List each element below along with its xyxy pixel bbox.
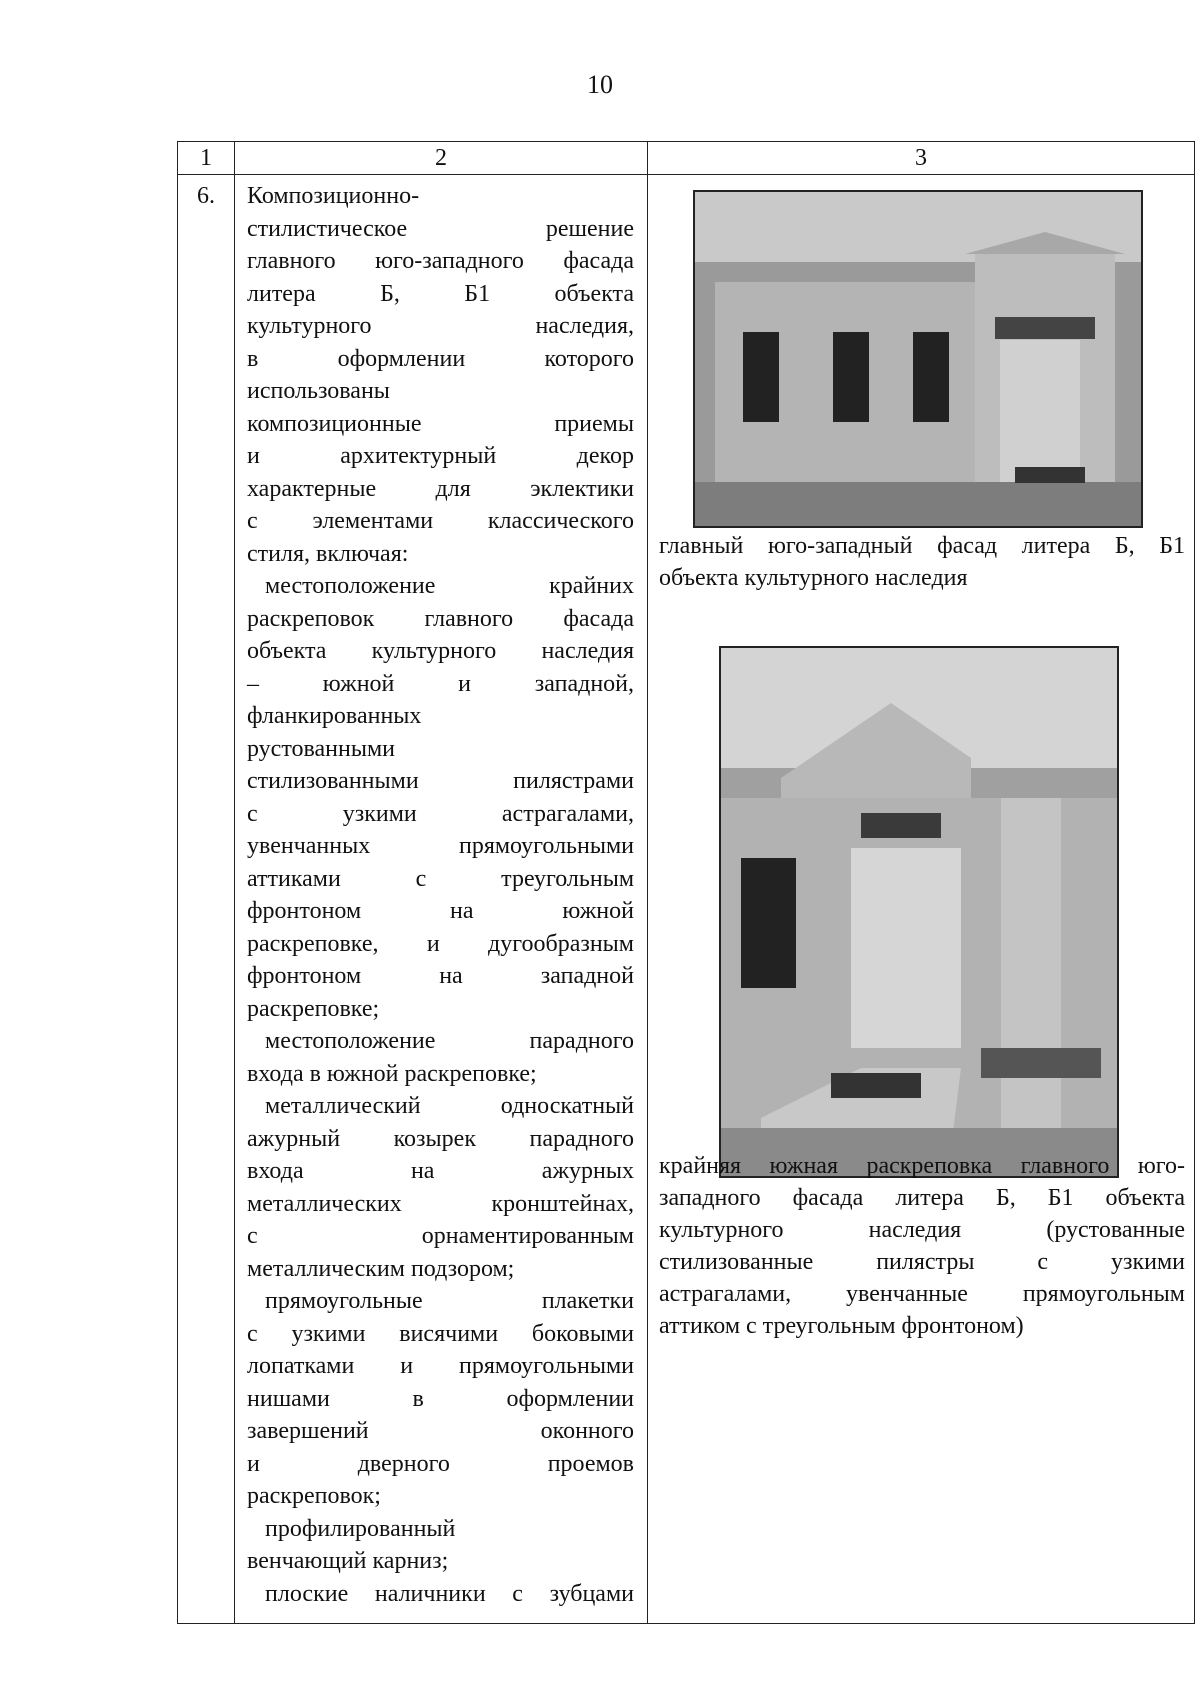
description-line: раскреповок; xyxy=(247,1483,381,1509)
description-line: нишами в оформлении xyxy=(247,1385,634,1412)
caption-line: астрагалами, увенчанные прямоугольным xyxy=(659,1281,1185,1307)
description-line: литера Б, Б1 объекта xyxy=(247,280,634,307)
description-line: местоположение парадного xyxy=(265,1028,634,1054)
description-line: и архитектурный декор xyxy=(247,443,634,469)
description-line: с орнаментированным xyxy=(247,1223,634,1249)
description-line: раскреповке; xyxy=(247,995,380,1022)
description-cell xyxy=(235,175,648,1624)
caption-line: крайняя южная раскреповка главного юго- xyxy=(659,1153,1185,1179)
description-line: металлических кронштейнах, xyxy=(247,1190,634,1217)
description-line: в оформлении которого xyxy=(247,345,634,372)
description-line: рустованными xyxy=(247,735,396,762)
description-line: входа на ажурных xyxy=(247,1158,634,1184)
description-line: с элементами классического xyxy=(247,508,634,534)
description-line: металлическим подзором; xyxy=(247,1255,515,1282)
facade-photo xyxy=(693,190,1143,528)
table-row xyxy=(178,175,1195,1624)
description-line: увенчанных прямоугольными xyxy=(247,833,634,859)
description-line: аттиками с треугольным xyxy=(247,865,634,892)
description-line: стилизованными пилястрами xyxy=(247,768,634,794)
description-line: культурного наследия, xyxy=(247,313,634,339)
table-header-row xyxy=(178,142,1195,175)
description-line: характерные для эклектики xyxy=(247,475,634,502)
south-projection-photo xyxy=(719,646,1119,1178)
caption-line: культурного наследия (рустованные xyxy=(659,1217,1185,1243)
row-number: 6. xyxy=(178,175,235,1624)
header-col-3: 3 xyxy=(648,142,1195,175)
description-line: венчающий карниз; xyxy=(247,1548,449,1574)
description-line: местоположение крайних xyxy=(265,573,634,599)
description-line: ажурный козырек парадного xyxy=(247,1125,634,1152)
description-line: с узкими висячими боковыми xyxy=(247,1320,634,1347)
description-line: раскреповке, и дугообразным xyxy=(247,930,634,957)
south-projection-caption xyxy=(659,1150,1185,1342)
description-line: стилистическое решение xyxy=(247,215,634,242)
description-line: профилированный xyxy=(265,1515,456,1542)
page-number: 10 xyxy=(587,70,613,99)
header-col-2: 2 xyxy=(235,142,648,175)
caption-line: объекта культурного наследия xyxy=(659,565,968,591)
description-line: завершений оконного xyxy=(247,1418,634,1444)
description-line: раскреповок главного фасада xyxy=(247,605,634,632)
description-line: фланкированных xyxy=(247,703,422,729)
description-line: главного юго-западного фасада xyxy=(247,248,634,274)
description-line: плоские наличники с зубцами xyxy=(265,1580,634,1607)
caption-line: стилизованные пилястры с узкими xyxy=(659,1249,1185,1275)
description-line: фронтоном на западной xyxy=(247,963,634,989)
description-line: с узкими астрагалами, xyxy=(247,800,634,827)
description-line: Композиционно- xyxy=(247,183,420,209)
description-line: фронтоном на южной xyxy=(247,898,634,924)
facade-photo-caption xyxy=(659,530,1185,594)
description-line: и дверного проемов xyxy=(247,1450,634,1477)
description-line: входа в южной раскреповке; xyxy=(247,1060,537,1087)
description-line: объекта культурного наследия xyxy=(247,638,634,664)
description-line: стиля, включая: xyxy=(247,540,409,567)
header-col-1: 1 xyxy=(178,142,235,175)
description-line: металлический односкатный xyxy=(265,1093,634,1119)
description-line: лопатками и прямоугольными xyxy=(247,1353,634,1379)
description-line: использованы xyxy=(247,378,390,404)
caption-line: главный юго-западный фасад литера Б, Б1 xyxy=(659,533,1185,559)
description-line: композиционные приемы xyxy=(247,410,634,437)
description-line: – южной и западной, xyxy=(247,670,634,697)
description-line: прямоугольные плакетки xyxy=(265,1288,634,1314)
caption-line: западного фасада литера Б, Б1 объекта xyxy=(659,1185,1185,1211)
heritage-table xyxy=(177,141,1195,1624)
caption-line: аттиком с треугольным фронтоном) xyxy=(659,1313,1024,1339)
description-text xyxy=(247,175,634,1610)
photos-cell xyxy=(648,175,1195,1624)
